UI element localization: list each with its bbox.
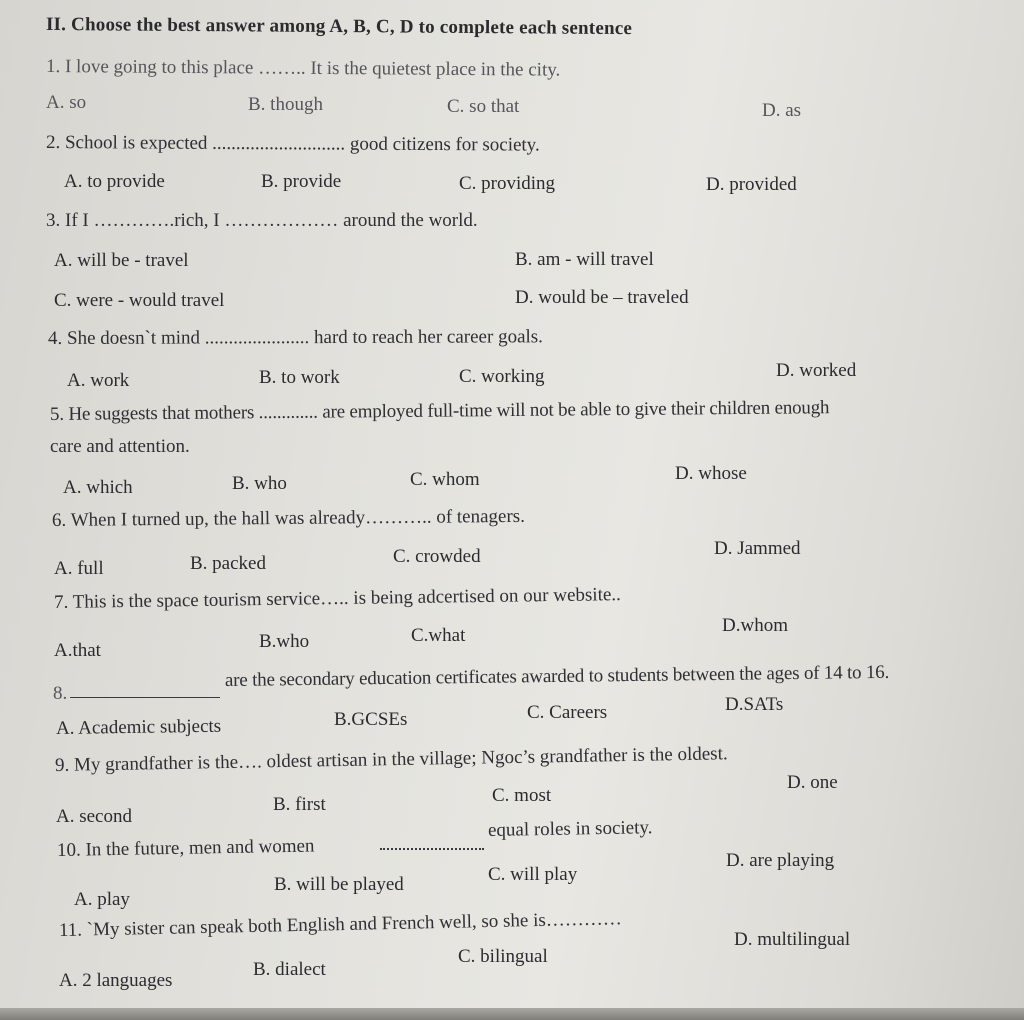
q11-option-a: A. 2 languages [59, 970, 173, 991]
q6-option-d: D. Jammed [714, 538, 801, 559]
q5-option-c: C. whom [410, 469, 480, 490]
q10-option-b: B. will be played [274, 874, 404, 895]
q6-option-b: B. packed [190, 553, 266, 574]
question-3-stem: 3. If I ………….rich, I ……………… around the world. [46, 210, 478, 231]
question-4-stem: 4. She doesn`t mind ...................... hard to reach her career goals. [47, 326, 543, 349]
question-8-number: 8. [53, 683, 68, 704]
q8-option-b: B.GCSEs [334, 709, 408, 730]
q1-option-a: A. so [46, 92, 87, 113]
question-8-stem: are the secondary education certificates awarded to students between the ages of 14 to 16. [224, 661, 890, 691]
q3-option-a: A. will be - travel [54, 250, 189, 271]
q2-option-b: B. provide [261, 171, 342, 192]
q10-option-c: C. will play [488, 864, 578, 885]
q8-option-c: C. Careers [527, 702, 608, 723]
q11-option-c: C. bilingual [458, 946, 548, 967]
question-6-stem: 6. When I turned up, the hall was already……….. of tenagers. [51, 505, 525, 531]
q4-option-a: A. work [67, 370, 130, 391]
q2-option-d: D. provided [706, 174, 797, 195]
section-title: II. Choose the best answer among A, B, C, D to complete each sentence [45, 14, 633, 40]
q3-option-c: C. were - would travel [54, 290, 225, 311]
question-11-stem: 11. `My sister can speak both English and French well, so she is………… [58, 908, 622, 941]
q11-option-d: D. multilingual [734, 929, 851, 950]
question-1-stem: 1. I love going to this place …….. It is the quietest place in the city. [45, 56, 561, 81]
q3-option-b: B. am - will travel [515, 249, 654, 270]
q3-option-d: D. would be – traveled [515, 287, 689, 308]
q5-option-d: D. whose [675, 463, 747, 484]
q5-option-a: A. which [63, 477, 133, 498]
question-2-stem: 2. School is expected ............................ good citizens for society. [45, 132, 540, 156]
q10-option-a: A. play [74, 889, 130, 910]
question-10-stem-part1: 10. In the future, men and women [56, 835, 315, 861]
question-10-blank [380, 848, 484, 850]
q5-option-b: B. who [232, 473, 287, 494]
q8-option-d: D.SATs [725, 694, 784, 715]
q2-option-c: C. providing [459, 173, 556, 194]
q6-option-a: A. full [54, 558, 104, 579]
q7-option-b: B.who [259, 631, 310, 652]
q8-option-a: A. Academic subjects [55, 715, 222, 739]
q1-option-d: D. as [762, 100, 802, 121]
q7-option-d: D.whom [722, 615, 788, 636]
q2-option-a: A. to provide [64, 171, 165, 192]
q11-option-b: B. dialect [253, 959, 326, 980]
q1-option-c: C. so that [447, 96, 520, 117]
question-8-blank [70, 697, 220, 698]
question-9-stem: 9. My grandfather is the…. oldest artisan in the village; Ngoc’s grandfather is the oldest. [54, 743, 728, 776]
q4-option-b: B. to work [259, 367, 340, 388]
q7-option-a: A.that [54, 640, 101, 661]
question-7-stem: 7. This is the space tourism service….. is being adcertised on our website.. [53, 584, 621, 613]
question-10-stem-part2: equal roles in society. [487, 817, 653, 841]
q9-option-b: B. first [273, 794, 326, 815]
q6-option-c: C. crowded [393, 546, 481, 567]
q10-option-d: D. are playing [726, 850, 835, 871]
q1-option-b: B. though [248, 94, 323, 115]
q4-option-c: C. working [459, 366, 545, 387]
page-bottom-edge [0, 1008, 1024, 1020]
q9-option-c: C. most [492, 785, 552, 806]
q9-option-d: D. one [787, 772, 838, 793]
q4-option-d: D. worked [776, 360, 857, 381]
q9-option-a: A. second [56, 806, 132, 827]
question-5-stem: 5. He suggests that mothers ............. are employed full-time will not be able to give their children enough [49, 397, 830, 425]
q7-option-c: C.what [411, 625, 466, 646]
question-5-stem-line2: care and attention. [50, 436, 190, 457]
